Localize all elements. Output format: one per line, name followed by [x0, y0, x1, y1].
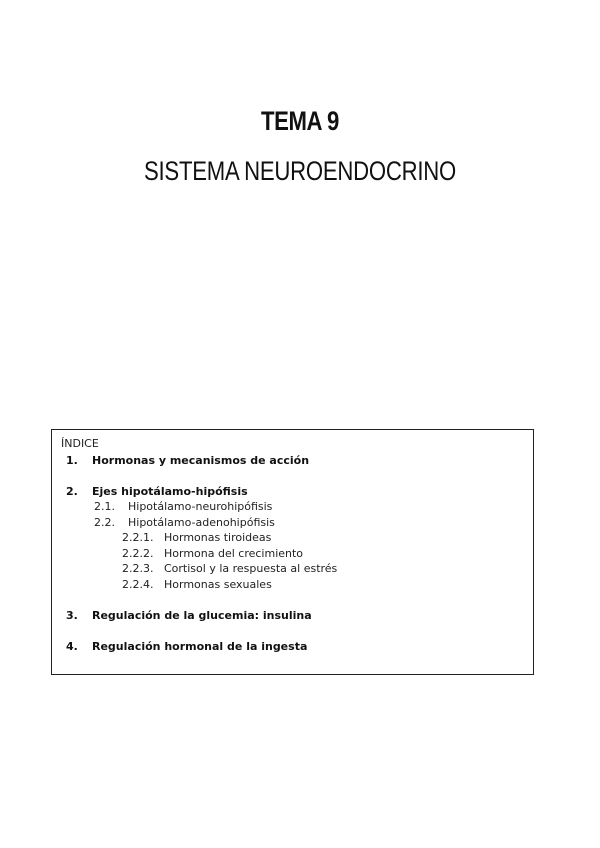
- toc-item-label: Hipotálamo-adenohipófisis: [128, 516, 275, 529]
- toc-item-label: Hormonas tiroideas: [164, 531, 272, 544]
- toc-item-label: Regulación de la glucemia: insulina: [92, 609, 312, 622]
- toc-item-number: 2.1.: [94, 500, 115, 513]
- toc-item-label: Hormonas y mecanismos de acción: [92, 454, 310, 467]
- toc-item-label: Hormona del crecimiento: [164, 547, 304, 560]
- toc-item-label: Hipotálamo-neurohipófisis: [128, 500, 273, 513]
- page-title: TEMA 9: [261, 106, 339, 136]
- toc-item-label: Ejes hipotálamo-hipófisis: [92, 485, 248, 498]
- toc-item-label: Regulación hormonal de la ingesta: [92, 640, 308, 653]
- toc-heading: ÍNDICE: [61, 437, 99, 450]
- toc-item-number: 2.2.1.: [122, 531, 154, 544]
- toc-item-number: 1.: [66, 454, 78, 467]
- toc-item-number: 2.2.: [94, 516, 115, 529]
- table-of-contents: [51, 429, 534, 675]
- toc-item-number: 3.: [66, 609, 78, 622]
- toc-item-label: Hormonas sexuales: [164, 578, 272, 591]
- toc-item-number: 2.2.4.: [122, 578, 154, 591]
- toc-item-number: 2.: [66, 485, 78, 498]
- toc-item-number: 2.2.3.: [122, 562, 154, 575]
- page-subtitle: SISTEMA NEUROENDOCRINO: [144, 156, 456, 186]
- toc-item-number: 4.: [66, 640, 78, 653]
- toc-item-label: Cortisol y la respuesta al estrés: [164, 562, 338, 575]
- toc-item-number: 2.2.2.: [122, 547, 154, 560]
